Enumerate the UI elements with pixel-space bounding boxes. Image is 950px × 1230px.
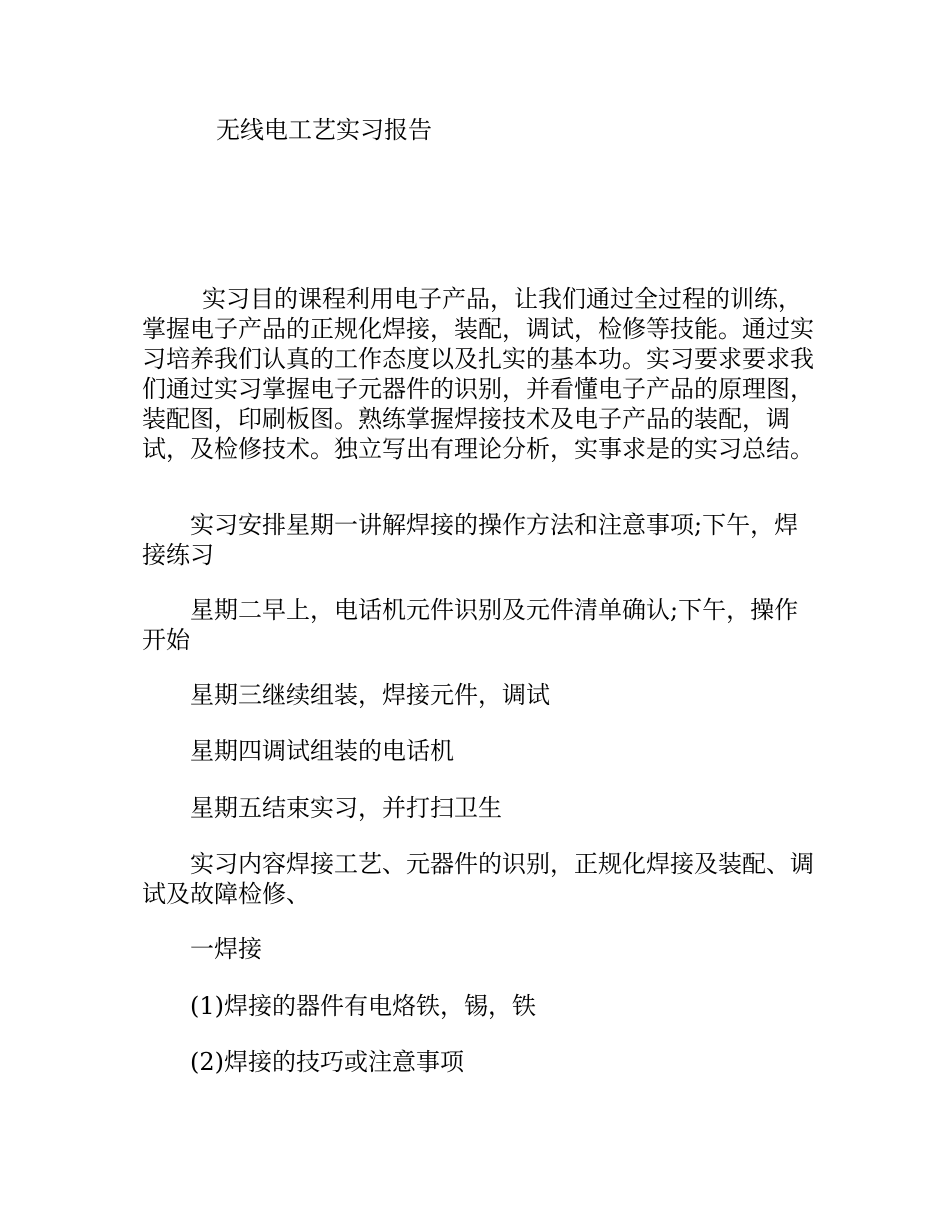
- paragraph-schedule-friday: 星期五结束实习，并打扫卫生: [190, 794, 502, 822]
- document-title: 无线电工艺实习报告: [216, 116, 432, 144]
- paragraph-content: 实习内容焊接工艺、元器件的识别，正规化焊接及装配、调试及故障检修、: [142, 850, 814, 908]
- paragraph-schedule-tuesday: 星期二早上，电话机元件识别及元件清单确认;下午，操作开始: [142, 596, 799, 654]
- paragraph-purpose-requirements: 实习目的课程利用电子产品，让我们通过全过程的训练，掌握电子产品的正规化焊接，装配，调试，检修等技能。通过实习培养我们认真的工作态度以及扎实的基本功。实习要求要求我们通过实习掌握电子元器件的识别，并看懂电子产品的原理图，装配图，印刷板图。熟练掌握焊接技术及电子产品的装配，调试，及检修技术。独立写出有理论分析，实事求是的实习总结。: [142, 285, 814, 463]
- list-item-welding-tips: (2)焊接的技巧或注意事项: [190, 1048, 464, 1076]
- list-item-welding-tools: (1)焊接的器件有电烙铁，锡，铁: [190, 992, 536, 1020]
- paragraph-schedule-thursday: 星期四调试组装的电话机: [190, 737, 454, 765]
- section-heading-welding: 一焊接: [190, 935, 262, 963]
- paragraph-schedule-monday: 实习安排星期一讲解焊接的操作方法和注意事项;下午，焊接练习: [142, 511, 799, 569]
- paragraph-schedule-wednesday: 星期三继续组装，焊接元件，调试: [190, 681, 550, 709]
